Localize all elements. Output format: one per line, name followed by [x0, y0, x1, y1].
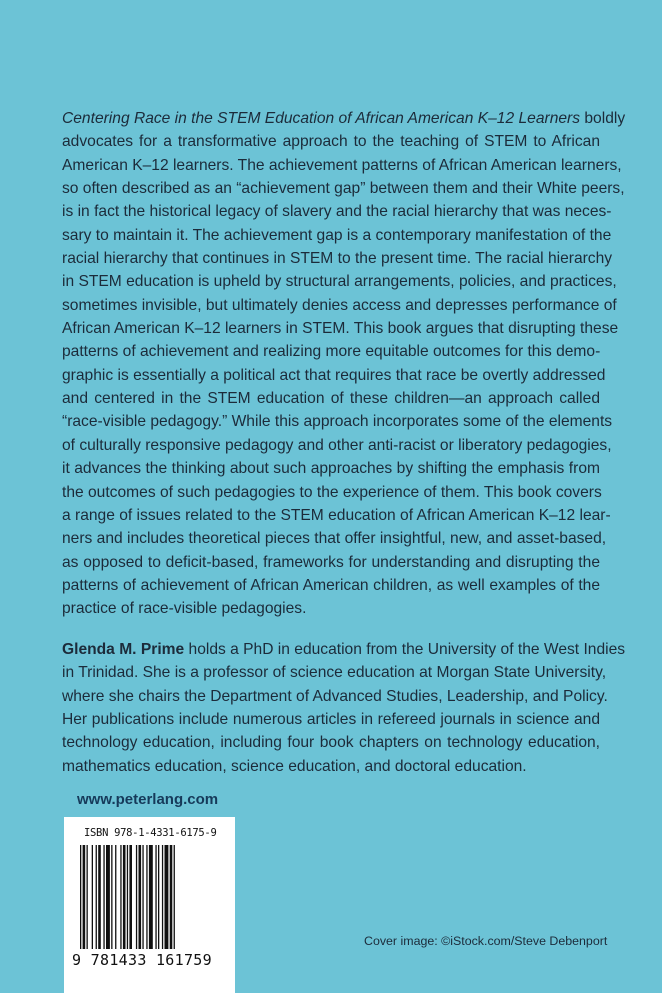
description-line: as opposed to deficit-based, frameworks for understanding and disrupting the: [62, 553, 600, 571]
bio-line: in Trinidad. She is a professor of science education at Morgan State University,: [62, 664, 607, 682]
book-title: Centering Race in the STEM Education of African American K–12 Learners: [62, 110, 581, 127]
barcode-bar: [174, 845, 175, 949]
author-bio: [62, 638, 626, 778]
barcode-bar: [155, 845, 156, 949]
barcode-bar: [87, 845, 88, 949]
bio-line: where she chairs the Department of Advanced Studies, Leadership, and Policy.: [62, 687, 608, 705]
barcode-bar: [120, 845, 121, 949]
description-line: practice of race-visible pedagogies.: [62, 600, 307, 618]
description-line: of culturally responsive pedagogy and other anti-racist or liberatory pedagogies,: [62, 436, 612, 454]
bio-line: Glenda M. Prime holds a PhD in education from the University of the West Indies: [62, 641, 626, 658]
barcode-bar: [92, 845, 93, 949]
description-line: the outcomes of such pedagogies to the experience of them. This book covers: [62, 483, 602, 501]
barcode-bar: [80, 845, 81, 949]
barcode-bar: [123, 845, 126, 949]
barcode-bar: [146, 845, 147, 949]
description-line: African American K–12 learners in STEM. This book argues that disrupting these: [62, 320, 619, 338]
description-line: it advances the thinking about such approaches by shifting the emphasis from: [62, 460, 600, 478]
barcode-bar: [170, 845, 173, 949]
barcode-bar: [111, 845, 112, 949]
description-line: graphic is essentially a political act that requires that race be overtly addressed: [62, 366, 606, 384]
barcode-bar: [103, 845, 104, 949]
description-line: in STEM education is upheld by structural arrangements, policies, and practices,: [62, 273, 617, 291]
barcode-bar: [96, 845, 97, 949]
description-line: ners and includes theoretical pieces that offer insightful, new, and asset-based,: [62, 530, 607, 548]
barcode-bar: [158, 845, 159, 949]
barcode-bar: [165, 845, 169, 949]
barcode-bar: [106, 845, 110, 949]
cover-image-credit: Cover image: ©iStock.com/Steve Debenport: [364, 934, 608, 948]
barcode-bar: [129, 845, 132, 949]
description-line: advocates for a transformative approach to the teaching of STEM to African: [62, 133, 600, 151]
description-line: patterns of achievement of African American children, as well examples of the: [62, 576, 600, 594]
description-line: a range of issues related to the STEM education of African American K–12 lear-: [62, 506, 611, 524]
bio-line: Her publications include numerous articles in refereed journals in science and: [62, 711, 600, 729]
barcode-bar: [139, 845, 142, 949]
description-line: racial hierarchy that continues in STEM to the present time. The racial hierarchy: [62, 250, 613, 268]
description-line: is in fact the historical legacy of slavery and the racial hierarchy that was neces-: [62, 203, 612, 221]
barcode-bar: [115, 845, 116, 949]
barcode-bar: [142, 845, 143, 949]
barcode-bar: [149, 845, 153, 949]
description-line: “race-visible pedagogy.” While this approach incorporates some of the elements: [62, 413, 613, 431]
barcode-bars: [80, 845, 220, 949]
author-name: Glenda M. Prime: [62, 641, 185, 658]
description-line: sometimes invisible, but ultimately denies access and depresses performance of: [62, 296, 617, 314]
isbn-barcode: [64, 817, 235, 993]
bio-line: mathematics education, science education, and doctoral education.: [62, 757, 527, 775]
bio-line: technology education, including four book chapters on technology education,: [62, 734, 600, 752]
barcode-digits: 9 781433 161759: [72, 951, 212, 969]
barcode-bar: [136, 845, 137, 949]
barcode-bar: [98, 845, 101, 949]
description-line: American K–12 learners. The achievement patterns of African American learners,: [62, 156, 622, 174]
barcode-bar: [83, 845, 86, 949]
book-description: [62, 107, 626, 621]
barcode-bar: [162, 845, 163, 949]
description-line: patterns of achievement and realizing more equitable outcomes for this demo-: [62, 343, 601, 361]
isbn-label: ISBN 978-1-4331-6175-9: [84, 827, 217, 839]
description-line: so often described as an “achievement gap” between them and their White peers,: [62, 180, 625, 198]
barcode-bar: [127, 845, 128, 949]
description-line: and centered in the STEM education of these children—an approach called: [62, 390, 600, 408]
publisher-url[interactable]: www.peterlang.com: [77, 791, 219, 808]
description-line: Centering Race in the STEM Education of African American K–12 Learners boldly: [62, 110, 626, 127]
description-line: sary to maintain it. The achievement gap is a contemporary manifestation of the: [62, 226, 612, 244]
